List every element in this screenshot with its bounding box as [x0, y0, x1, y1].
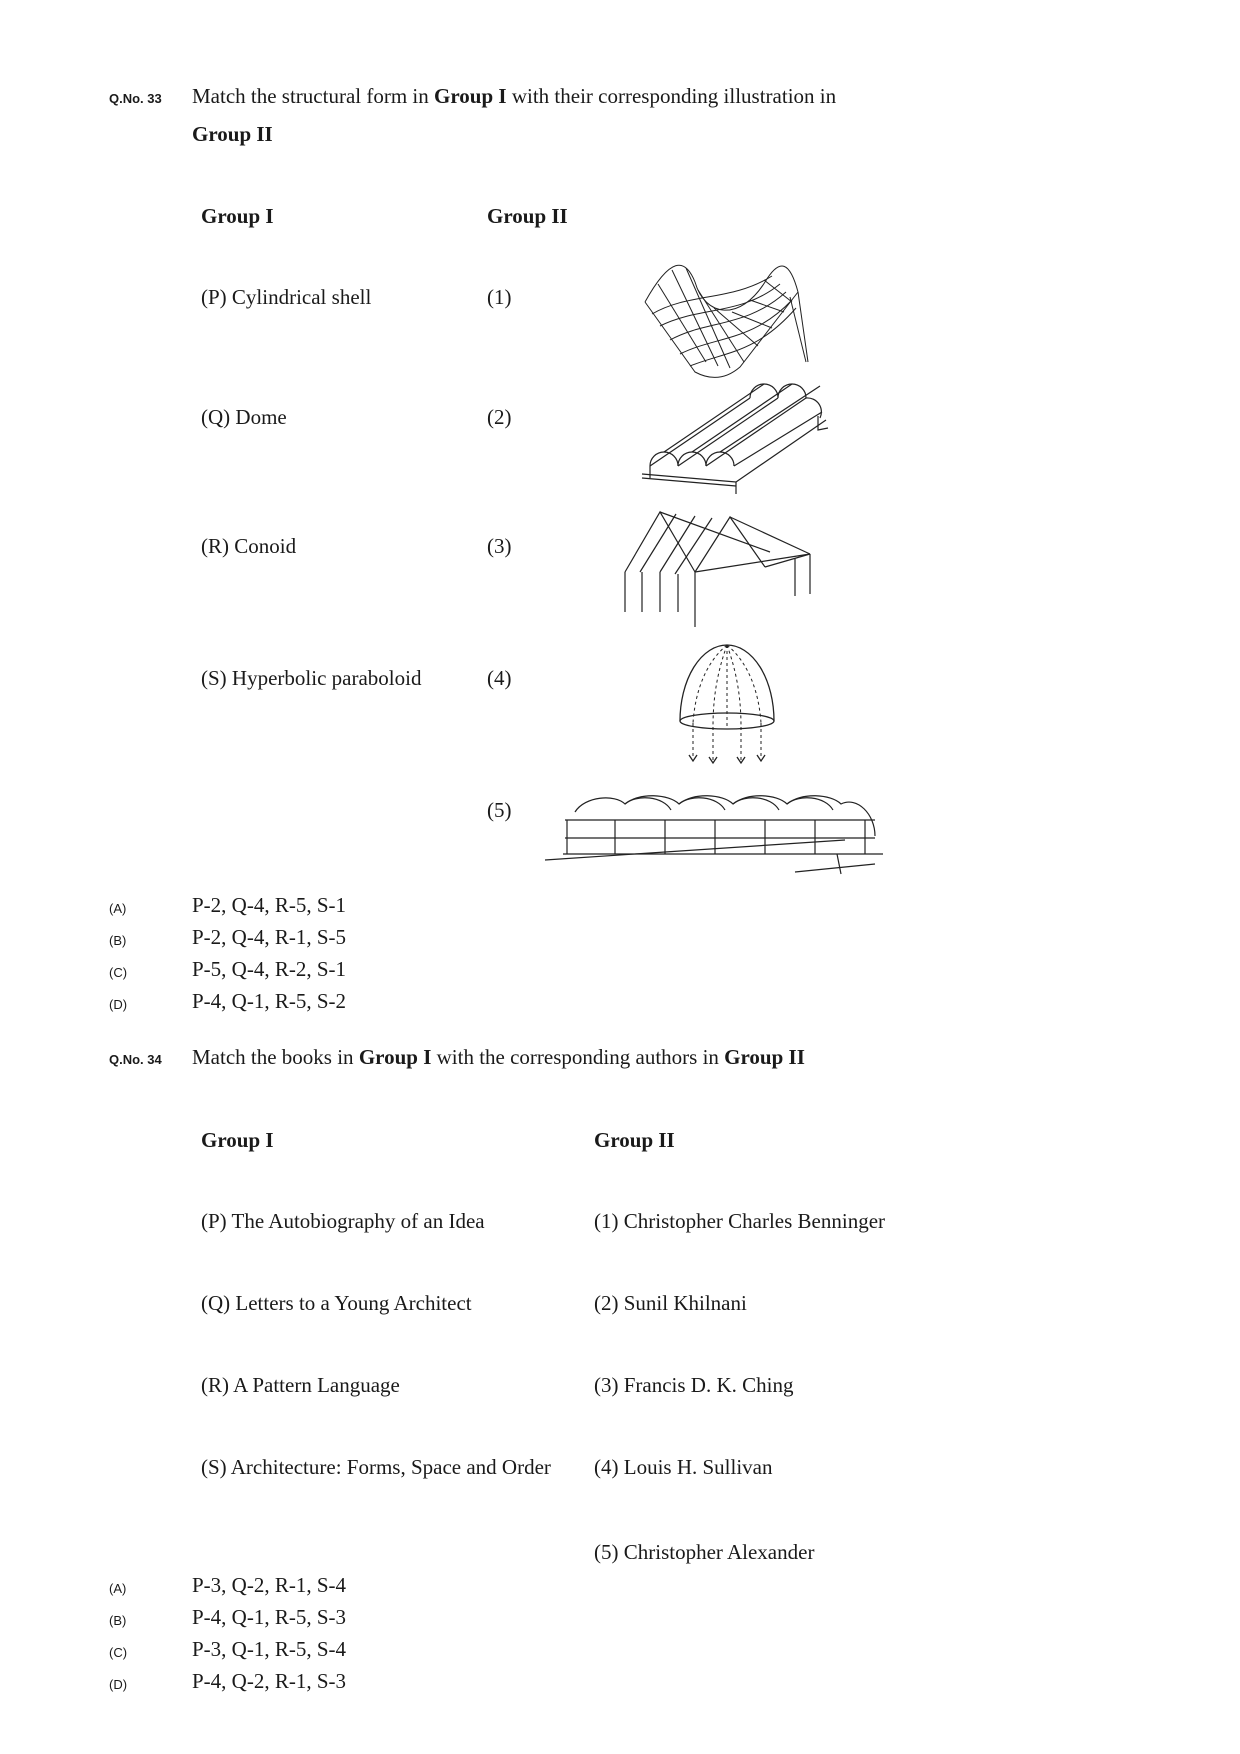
q33-group2-item-4: (4) [487, 666, 512, 690]
q34-number: Q.No. 34 [109, 1052, 162, 1067]
q33-group1-item-q: (Q) Dome [201, 405, 287, 429]
q34-group1-item-p: (P) The Autobiography of an Idea [201, 1209, 485, 1233]
q34-option-b-text[interactable]: P-4, Q-1, R-5, S-3 [192, 1605, 347, 1629]
q34-option-d-text[interactable]: P-4, Q-2, R-1, S-3 [192, 1669, 347, 1693]
q34-group1-item-s: (S) Architecture: Forms, Space and Order [201, 1455, 551, 1479]
q34-group2-item-3: (3) Francis D. K. Ching [594, 1373, 794, 1397]
q33-stem-line2: Group II [192, 122, 273, 146]
q34-option-d-label[interactable]: (D) [109, 1677, 128, 1692]
cylindrical-shell-figure [640, 390, 830, 510]
q34-group2-item-4: (4) Louis H. Sullivan [594, 1455, 773, 1479]
q33-group2-item-5: (5) [487, 798, 512, 822]
q34-group1-item-q: (Q) Letters to a Young Architect [201, 1291, 472, 1315]
q34-group1-header: Group I [201, 1128, 274, 1152]
q33-option-c-text[interactable]: P-5, Q-4, R-2, S-1 [192, 957, 347, 981]
q34-option-c-text[interactable]: P-3, Q-1, R-5, S-4 [192, 1637, 347, 1661]
q33-group1-header: Group I [201, 204, 274, 228]
folded-plate-figure [620, 512, 820, 637]
q34-option-a-label[interactable]: (A) [109, 1581, 127, 1596]
q33-option-b-text[interactable]: P-2, Q-4, R-1, S-5 [192, 925, 347, 949]
q33-option-d-text[interactable]: P-4, Q-1, R-5, S-2 [192, 989, 347, 1013]
q34-option-c-label[interactable]: (C) [109, 1645, 128, 1660]
conoid-shell-figure [545, 790, 905, 875]
q33-option-a-text[interactable]: P-2, Q-4, R-5, S-1 [192, 893, 347, 917]
q33-group2-item-3: (3) [487, 534, 512, 558]
q33-option-c-label[interactable]: (C) [109, 965, 128, 980]
q33-group1-item-s: (S) Hyperbolic paraboloid [201, 666, 422, 690]
q34-option-b-label[interactable]: (B) [109, 1613, 127, 1628]
q34-stem: Match the books in Group I with the corresponding authors in Group II [192, 1045, 805, 1069]
q33-option-d-label[interactable]: (D) [109, 997, 128, 1012]
q33-group2-item-2: (2) [487, 405, 512, 429]
dome-figure [675, 643, 780, 768]
q34-group2-item-1: (1) Christopher Charles Benninger [594, 1209, 886, 1233]
q33-option-b-label[interactable]: (B) [109, 933, 127, 948]
q33-option-a-label[interactable]: (A) [109, 901, 127, 916]
hyperbolic-paraboloid-figure [640, 262, 820, 384]
q34-option-a-text[interactable]: P-3, Q-2, R-1, S-4 [192, 1573, 347, 1597]
q34-group2-header: Group II [594, 1128, 675, 1152]
q33-group1-item-r: (R) Conoid [201, 534, 297, 558]
q33-number: Q.No. 33 [109, 91, 162, 106]
q33-group2-item-1: (1) [487, 285, 512, 309]
q33-group1-item-p: (P) Cylindrical shell [201, 285, 372, 309]
q33-group2-header: Group II [487, 204, 568, 228]
q34-group2-item-5: (5) Christopher Alexander [594, 1540, 815, 1564]
q33-stem-line1: Match the structural form in Group I with their corresponding illustration in [192, 84, 837, 108]
q34-group2-item-2: (2) Sunil Khilnani [594, 1291, 747, 1315]
q34-group1-item-r: (R) A Pattern Language [201, 1373, 400, 1397]
